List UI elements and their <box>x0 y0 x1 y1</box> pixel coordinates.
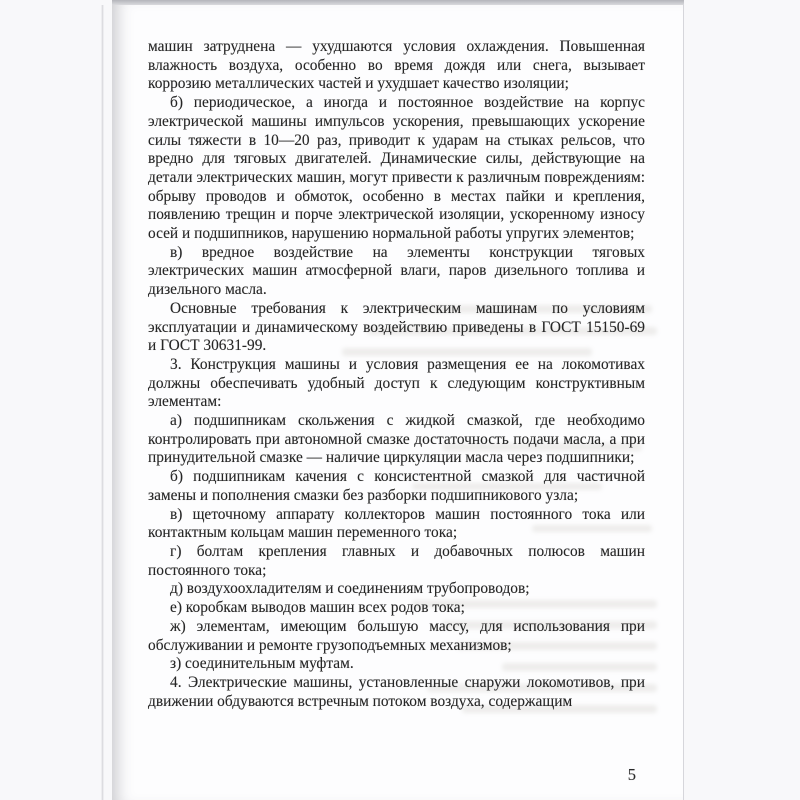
paragraph-item-a-sliding-bearings: а) подшипникам скольжения с жидкой смазкой, где необходимо контролировать при автономной смазке достаточность подачи масла, а при принудительной смазке — наличие циркуляции масла через подшипники; <box>148 412 645 467</box>
paragraph-continuation-cooling: машин затруднена — ухудшаются условия охлаждения. Повышенная влажность воздуха, особенно во время дождя или снега, вызывает коррозию металлических частей и ухудшает качество изоляции; <box>148 38 645 93</box>
book-page <box>112 5 684 800</box>
paragraph-item-e-terminal-boxes: е) коробкам выводов машин всех родов тока; <box>170 599 465 617</box>
page-text-block <box>148 38 645 711</box>
paragraph-item-z-couplings: з) соединительным муфтам. <box>170 655 354 673</box>
under-page-edge <box>101 5 104 800</box>
paragraph-gost-requirements: Основные требования к электрическим машинам по условиям эксплуатации и динамическому воздействию приведены в ГОСТ 15150-69 и ГОСТ 30631-99. <box>148 299 645 355</box>
paragraph-item-zh-heavy-elements: ж) элементам, имеющим большую массу, для использования при обслуживании и ремонте грузоподъемных механизмов; <box>148 617 645 654</box>
page-number: 5 <box>627 765 636 784</box>
paragraph-item-b-rolling-bearings: б) подшипникам качения с консистентной смазкой для частичной замены и пополнения смазки без разборки подшипникового узла; <box>148 468 645 504</box>
paragraph-item-g-pole-bolts: г) болтам крепления главных и добавочных полюсов машин постоянного тока; <box>148 542 645 579</box>
paragraph-item-b-dynamic-forces: б) периодическое, а иногда и постоянное воздействие на корпус электрической машины импульсов ускорения, превышающих ускорение силы тяжести в 10—20 раз, приводит к ударам на стыках рельсов, что вредно для тяговых двигателей. Динамические силы, действующие на детали электрических машин, могут привести к различным повреждениям: обрыву проводов и обмоток, особенно в местах пайки и крепления, появлению трещин и порче электрической изоляции, ускоренному износу осей и подшипников, нарушению нормальной работы упругих элементов; <box>148 94 645 243</box>
paragraph-section-3-intro: 3. Конструкция машины и условия размещения ее на локомотивах должны обеспечивать удобный доступ к следующим конструктивным элементам: <box>148 355 645 411</box>
paragraph-item-v-brush-apparatus: в) щеточному аппарату коллекторов машин постоянного тока или контактным кольцам машин переменного тока; <box>148 505 645 542</box>
paragraph-item-d-air-coolers: д) воздухоохладителям и соединениям трубопроводов; <box>170 580 530 598</box>
paragraph-item-v-moisture: в) вредное воздействие на элементы конструкции тяговых электрических машин атмосферной влаги, паров дизельного топлива и дизельного масла. <box>148 243 645 299</box>
paragraph-section-4-intro: 4. Электрические машины, установленные снаружи локомотивов, при движении обдуваются встречным потоком воздуха, содержащим <box>148 673 645 710</box>
